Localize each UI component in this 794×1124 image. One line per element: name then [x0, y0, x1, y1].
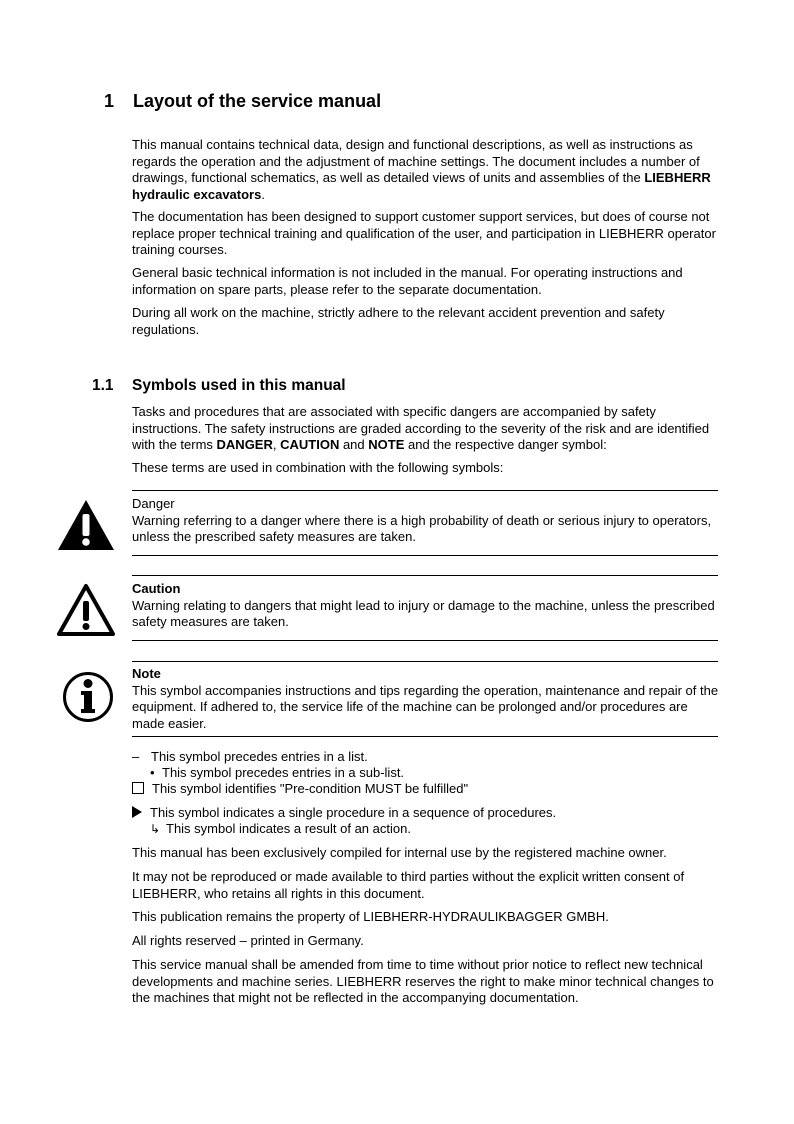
- legend-text: This symbol indicates a result of an action.: [166, 821, 411, 836]
- danger-warning-icon: [56, 498, 116, 552]
- note-bottom-rule: [132, 736, 718, 737]
- section-number: 1: [104, 91, 115, 111]
- intro-text: This manual contains technical data, design and functional descriptions, as well as instructions as regards the operation and the adjustment of machine settings. The document includes a number of drawings, functional schematics, as well as detailed views of units and assemblies of the: [132, 137, 700, 185]
- note-top-rule: [132, 661, 718, 662]
- caution-warning-icon: [56, 583, 116, 637]
- precondition-legend: [132, 781, 732, 798]
- danger-top-rule: [132, 490, 718, 491]
- closing-paragraph-1: This manual has been exclusively compiled for internal use by the registered machine owner.: [132, 845, 667, 860]
- subsection-heading: [92, 376, 346, 396]
- term-caution: CAUTION: [280, 437, 340, 452]
- info-icon: [62, 671, 114, 723]
- separator: ,: [272, 437, 281, 452]
- intro-paragraph-4: During all work on the machine, strictly adhere to the relevant accident prevention and safety regulations.: [132, 305, 665, 337]
- intro-paragraph-1: [132, 137, 722, 203]
- legend-text: This symbol precedes entries in a sub-list.: [162, 765, 405, 780]
- closing-paragraph-2: It may not be reproduced or made available to third parties without the explicit written consent of LIEBHERR, who retains all rights in this document.: [132, 869, 685, 901]
- subsection-title: Symbols used in this manual: [132, 377, 346, 394]
- symbols-intro-text: Tasks and procedures that are associated with specific dangers are accompanied by safety instructions. The safety instructions are graded according to the severity of the risk and are identified with the terms: [132, 404, 710, 452]
- list-entry-legend: [132, 749, 732, 766]
- result-arrow-icon: ↳: [150, 822, 161, 836]
- procedure-legend: [132, 805, 732, 822]
- caution-text: Warning relating to dangers that might lead to injury or damage to the machine, unless the prescribed safety measures are taken.: [132, 597, 715, 629]
- closing-paragraph-5: This service manual shall be amended from time to time without prior notice to reflect new technical developments and machine series. LIEBHERR reserves the right to make minor technical changes to the machines that might not be reflected in the accompanying documentation.: [132, 957, 714, 1005]
- sublist-entry-legend: [150, 765, 750, 782]
- result-legend: [150, 821, 750, 838]
- bullet-icon: •: [150, 765, 155, 780]
- section-title: Layout of the service manual: [133, 91, 382, 111]
- caution-top-rule: [132, 575, 718, 576]
- dash-icon: –: [132, 749, 140, 764]
- subsection-number: 1.1: [92, 377, 114, 394]
- danger-title: Danger: [132, 496, 175, 511]
- legend-text: This symbol identifies "Pre-condition MUST be fulfilled": [152, 781, 469, 796]
- intro-paragraph-3: General basic technical information is not included in the manual. For operating instructions and information on spare parts, please refer to the separate documentation.: [132, 265, 683, 297]
- symbols-intro-paragraph: [132, 404, 722, 454]
- section-heading: [104, 90, 381, 112]
- legend-text: This symbol precedes entries in a list.: [151, 749, 368, 764]
- danger-block: [132, 496, 722, 546]
- danger-bottom-rule: [132, 555, 718, 556]
- symbols-intro-end: and the respective danger symbol:: [404, 437, 607, 452]
- term-danger: DANGER: [216, 437, 273, 452]
- checkbox-square-icon: [132, 782, 144, 794]
- caution-block: [132, 581, 722, 631]
- danger-text: Warning referring to a danger where there is a high probability of death or serious injury to operators, unless the prescribed safety measures are taken.: [132, 512, 712, 544]
- intro-end: .: [261, 186, 265, 202]
- intro-bold-text: LIEBHERR hydraulic excavators: [132, 170, 711, 202]
- caution-bottom-rule: [132, 640, 718, 641]
- legend-text: This symbol indicates a single procedure in a sequence of procedures.: [150, 805, 557, 820]
- triangle-right-icon: [132, 806, 142, 818]
- caution-title: Caution: [132, 581, 181, 596]
- symbols-combination-paragraph: These terms are used in combination with the following symbols:: [132, 460, 504, 475]
- closing-paragraph-3: This publication remains the property of LIEBHERR-HYDRAULIKBAGGER GMBH.: [132, 909, 609, 924]
- term-note: NOTE: [368, 437, 405, 452]
- note-block: [132, 666, 722, 732]
- note-text: This symbol accompanies instructions and tips regarding the operation, maintenance and repair of the equipment. If adhered to, the service life of the machine can be prolonged and/or procedures are made easier.: [132, 682, 719, 731]
- note-title: Note: [132, 666, 161, 681]
- separator: and: [339, 437, 369, 452]
- intro-paragraph-2: The documentation has been designed to support customer support services, but does of course not replace proper technical training and qualification of the user, and participation in LIEBHERR operator training courses.: [132, 209, 716, 257]
- closing-paragraph-4: All rights reserved – printed in Germany.: [132, 933, 364, 948]
